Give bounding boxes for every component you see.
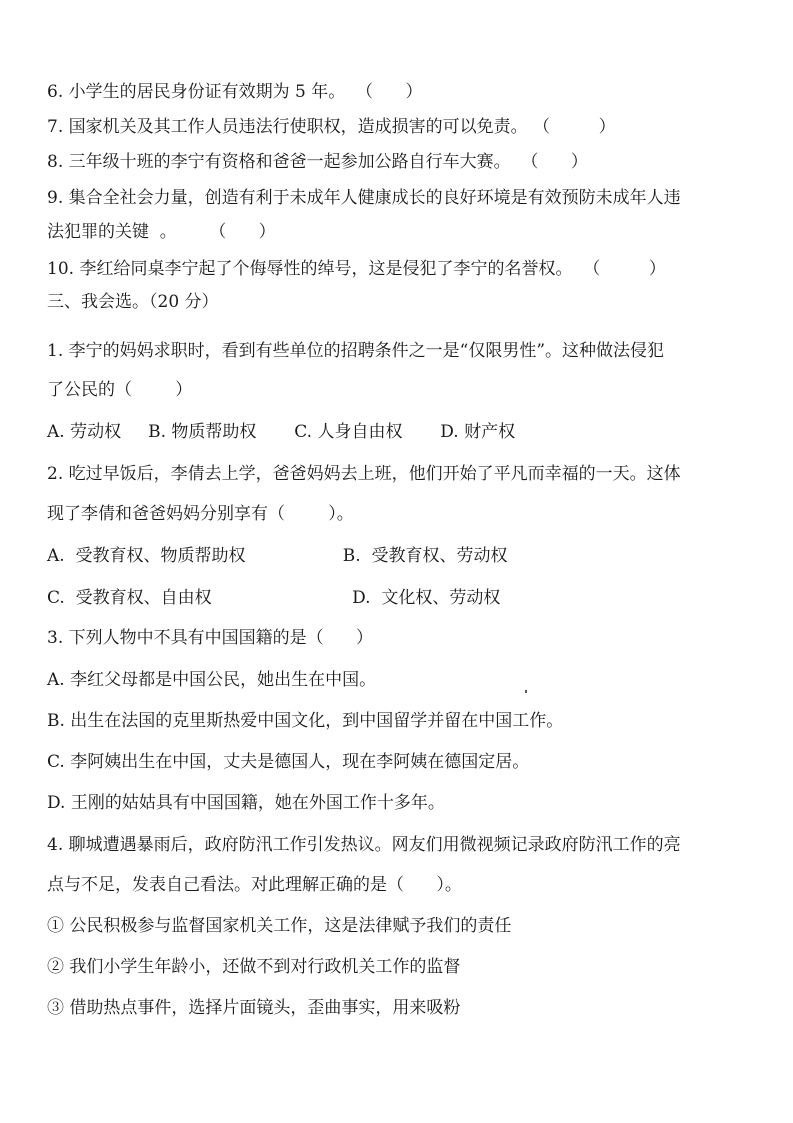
choice-4-line-1: 4. 聊城遭遇暴雨后，政府防汛工作引发热议。网友们用微视频记录政府防汛工作的亮 — [47, 835, 681, 855]
section-3-heading: 三、我会选。（20 分） — [47, 292, 219, 312]
choice-1-options: A. 劳动权 B. 物质帮助权 C. 人身自由权 D. 财产权 — [47, 422, 516, 442]
choice-2-line-2: 现了李倩和爸爸妈妈分别享有（ ）。 — [47, 504, 354, 524]
choice-2-line-1: 2. 吃过早饭后，李倩去上学，爸爸妈妈去上班，他们开始了平凡而幸福的一天。这体 — [47, 464, 681, 484]
scan-speck — [525, 690, 527, 693]
question-10: 10. 李红给同桌李宁起了个侮辱性的绰号，这是侵犯了李宁的名誉权。 （ ） — [47, 259, 666, 279]
choice-3-option-a: A. 李红父母都是中国公民，她出生在中国。 — [47, 670, 377, 690]
question-7: 7. 国家机关及其工作人员违法行使职权，造成损害的可以免责。 （ ） — [47, 117, 616, 137]
choice-2-options-cd: C. 受教育权、自由权 D. 文化权、劳动权 — [47, 588, 501, 608]
choice-3-stem: 3. 下列人物中不具有中国国籍的是（ ） — [47, 628, 374, 648]
choice-3-option-c: C. 李阿姨出生在中国，丈夫是德国人，现在李阿姨在德国定居。 — [47, 752, 530, 772]
question-8: 8. 三年级十班的李宁有资格和爸爸一起参加公路自行车大赛。 （ ） — [47, 152, 588, 172]
choice-4-statement-1: ① 公民积极参与监督国家机关工作，这是法律赋予我们的责任 — [47, 916, 512, 936]
choice-4-statement-3: ③ 借助热点事件，选择片面镜头，歪曲事实，用来吸粉 — [47, 998, 461, 1018]
choice-3-option-d: D. 王刚的姑姑具有中国国籍，她在外国工作十多年。 — [47, 793, 445, 813]
choice-2-options-ab: A. 受教育权、物质帮助权 B. 受教育权、劳动权 — [47, 546, 508, 566]
question-6: 6. 小学生的居民身份证有效期为 5 年。 （ ） — [47, 82, 423, 102]
choice-3-option-b: B. 出生在法国的克里斯热爱中国文化，到中国留学并留在中国工作。 — [47, 711, 564, 731]
choice-4-line-2: 点与不足，发表自己看法。对此理解正确的是（ ）。 — [47, 875, 462, 895]
question-9-line-2: 法犯罪的关键 。 （ ） — [47, 222, 276, 242]
question-9-line-1: 9. 集合全社会力量，创造有利于未成年人健康成长的良好环境是有效预防未成年人违 — [47, 188, 681, 208]
choice-1-line-1: 1. 李宁的妈妈求职时，看到有些单位的招聘条件之一是“仅限男性”。这种做法侵犯 — [47, 341, 665, 361]
choice-4-statement-2: ② 我们小学生年龄小，还做不到对行政机关工作的监督 — [47, 957, 461, 977]
choice-1-line-2: 了公民的（ ） — [47, 380, 193, 400]
